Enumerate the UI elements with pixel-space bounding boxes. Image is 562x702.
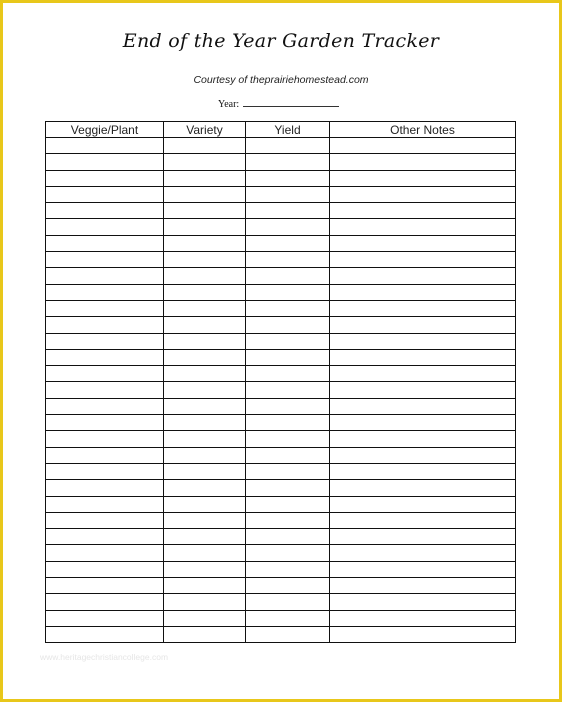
table-row — [46, 512, 516, 528]
cell-variety — [164, 480, 246, 496]
cell-veggie-plant — [46, 235, 164, 251]
table-row — [46, 480, 516, 496]
cell-yield — [246, 529, 330, 545]
cell-yield — [246, 317, 330, 333]
cell-veggie-plant — [46, 268, 164, 284]
cell-yield — [246, 610, 330, 626]
cell-yield — [246, 203, 330, 219]
cell-variety — [164, 268, 246, 284]
cell-veggie-plant — [46, 431, 164, 447]
year-field — [218, 98, 339, 110]
table-row — [46, 268, 516, 284]
cell-veggie-plant — [46, 512, 164, 528]
cell-veggie-plant — [46, 578, 164, 594]
cell-variety — [164, 382, 246, 398]
cell-other-notes — [330, 545, 516, 561]
cell-yield — [246, 431, 330, 447]
table-row — [46, 284, 516, 300]
cell-other-notes — [330, 447, 516, 463]
cell-variety — [164, 463, 246, 479]
table-row — [46, 447, 516, 463]
cell-veggie-plant — [46, 300, 164, 316]
cell-other-notes — [330, 626, 516, 642]
table-row — [46, 382, 516, 398]
cell-other-notes — [330, 398, 516, 414]
table-row — [46, 529, 516, 545]
cell-other-notes — [330, 219, 516, 235]
cell-variety — [164, 235, 246, 251]
cell-other-notes — [330, 268, 516, 284]
cell-yield — [246, 447, 330, 463]
cell-veggie-plant — [46, 219, 164, 235]
cell-yield — [246, 284, 330, 300]
table-row — [46, 300, 516, 316]
garden-tracker-table — [45, 121, 516, 643]
cell-other-notes — [330, 366, 516, 382]
cell-other-notes — [330, 252, 516, 268]
cell-variety — [164, 578, 246, 594]
cell-veggie-plant — [46, 561, 164, 577]
cell-yield — [246, 561, 330, 577]
cell-variety — [164, 610, 246, 626]
cell-other-notes — [330, 154, 516, 170]
cell-yield — [246, 268, 330, 284]
cell-veggie-plant — [46, 284, 164, 300]
cell-other-notes — [330, 415, 516, 431]
cell-yield — [246, 512, 330, 528]
cell-variety — [164, 252, 246, 268]
cell-variety — [164, 333, 246, 349]
cell-variety — [164, 170, 246, 186]
cell-veggie-plant — [46, 626, 164, 642]
cell-other-notes — [330, 610, 516, 626]
cell-other-notes — [330, 333, 516, 349]
table-row — [46, 219, 516, 235]
cell-veggie-plant — [46, 415, 164, 431]
cell-other-notes — [330, 284, 516, 300]
cell-veggie-plant — [46, 154, 164, 170]
cell-other-notes — [330, 496, 516, 512]
cell-yield — [246, 366, 330, 382]
cell-veggie-plant — [46, 447, 164, 463]
cell-veggie-plant — [46, 480, 164, 496]
table-row — [46, 610, 516, 626]
cell-veggie-plant — [46, 366, 164, 382]
table-row — [46, 252, 516, 268]
cell-yield — [246, 219, 330, 235]
table-row — [46, 333, 516, 349]
courtesy-line: Courtesy of theprairiehomestead.com — [193, 74, 369, 86]
cell-other-notes — [330, 317, 516, 333]
header-yield: Yield — [246, 122, 330, 138]
cell-yield — [246, 480, 330, 496]
watermark: www.heritagechristiancollege.com — [40, 652, 169, 662]
cell-other-notes — [330, 349, 516, 365]
cell-yield — [246, 398, 330, 414]
cell-variety — [164, 561, 246, 577]
cell-veggie-plant — [46, 594, 164, 610]
cell-yield — [246, 496, 330, 512]
cell-veggie-plant — [46, 382, 164, 398]
cell-other-notes — [330, 578, 516, 594]
cell-other-notes — [330, 480, 516, 496]
table-row — [46, 235, 516, 251]
cell-variety — [164, 594, 246, 610]
cell-veggie-plant — [46, 529, 164, 545]
table-row — [46, 170, 516, 186]
year-blank-line — [243, 98, 339, 107]
cell-variety — [164, 203, 246, 219]
cell-veggie-plant — [46, 138, 164, 154]
table-row — [46, 317, 516, 333]
cell-yield — [246, 170, 330, 186]
cell-other-notes — [330, 186, 516, 202]
cell-yield — [246, 300, 330, 316]
cell-yield — [246, 626, 330, 642]
cell-other-notes — [330, 170, 516, 186]
cell-yield — [246, 578, 330, 594]
cell-variety — [164, 415, 246, 431]
cell-veggie-plant — [46, 252, 164, 268]
table-row — [46, 561, 516, 577]
table-row — [46, 415, 516, 431]
table-row — [46, 496, 516, 512]
cell-yield — [246, 186, 330, 202]
table-row — [46, 398, 516, 414]
cell-yield — [246, 382, 330, 398]
table-body — [46, 138, 516, 643]
cell-variety — [164, 366, 246, 382]
year-label: Year: — [218, 99, 240, 110]
cell-variety — [164, 349, 246, 365]
cell-veggie-plant — [46, 186, 164, 202]
cell-variety — [164, 398, 246, 414]
cell-veggie-plant — [46, 170, 164, 186]
table-header-row — [46, 122, 516, 138]
cell-yield — [246, 463, 330, 479]
table-row — [46, 545, 516, 561]
table-row — [46, 366, 516, 382]
cell-variety — [164, 447, 246, 463]
cell-veggie-plant — [46, 610, 164, 626]
cell-variety — [164, 431, 246, 447]
cell-variety — [164, 545, 246, 561]
cell-other-notes — [330, 463, 516, 479]
cell-veggie-plant — [46, 398, 164, 414]
cell-veggie-plant — [46, 463, 164, 479]
cell-yield — [246, 252, 330, 268]
cell-other-notes — [330, 203, 516, 219]
cell-yield — [246, 349, 330, 365]
cell-other-notes — [330, 561, 516, 577]
table-row — [46, 463, 516, 479]
cell-yield — [246, 333, 330, 349]
cell-yield — [246, 235, 330, 251]
cell-veggie-plant — [46, 349, 164, 365]
header-variety: Variety — [164, 122, 246, 138]
cell-veggie-plant — [46, 333, 164, 349]
cell-other-notes — [330, 300, 516, 316]
cell-other-notes — [330, 382, 516, 398]
table-row — [46, 154, 516, 170]
cell-variety — [164, 138, 246, 154]
cell-yield — [246, 154, 330, 170]
cell-other-notes — [330, 512, 516, 528]
cell-veggie-plant — [46, 203, 164, 219]
cell-veggie-plant — [46, 496, 164, 512]
table-row — [46, 186, 516, 202]
cell-veggie-plant — [46, 317, 164, 333]
table-row — [46, 431, 516, 447]
cell-yield — [246, 138, 330, 154]
header-other-notes: Other Notes — [330, 122, 516, 138]
cell-yield — [246, 415, 330, 431]
cell-variety — [164, 284, 246, 300]
cell-variety — [164, 626, 246, 642]
cell-variety — [164, 529, 246, 545]
cell-variety — [164, 219, 246, 235]
table-row — [46, 138, 516, 154]
table-row — [46, 578, 516, 594]
cell-variety — [164, 300, 246, 316]
table-row — [46, 349, 516, 365]
page-title: End of the Year Garden Tracker — [122, 30, 440, 52]
cell-other-notes — [330, 529, 516, 545]
cell-yield — [246, 545, 330, 561]
header-veggie-plant: Veggie/Plant — [46, 122, 164, 138]
cell-other-notes — [330, 138, 516, 154]
cell-other-notes — [330, 594, 516, 610]
cell-veggie-plant — [46, 545, 164, 561]
cell-variety — [164, 496, 246, 512]
table-row — [46, 203, 516, 219]
cell-other-notes — [330, 235, 516, 251]
table-row — [46, 626, 516, 642]
cell-yield — [246, 594, 330, 610]
cell-variety — [164, 154, 246, 170]
table-row — [46, 594, 516, 610]
cell-variety — [164, 186, 246, 202]
cell-variety — [164, 512, 246, 528]
cell-variety — [164, 317, 246, 333]
cell-other-notes — [330, 431, 516, 447]
